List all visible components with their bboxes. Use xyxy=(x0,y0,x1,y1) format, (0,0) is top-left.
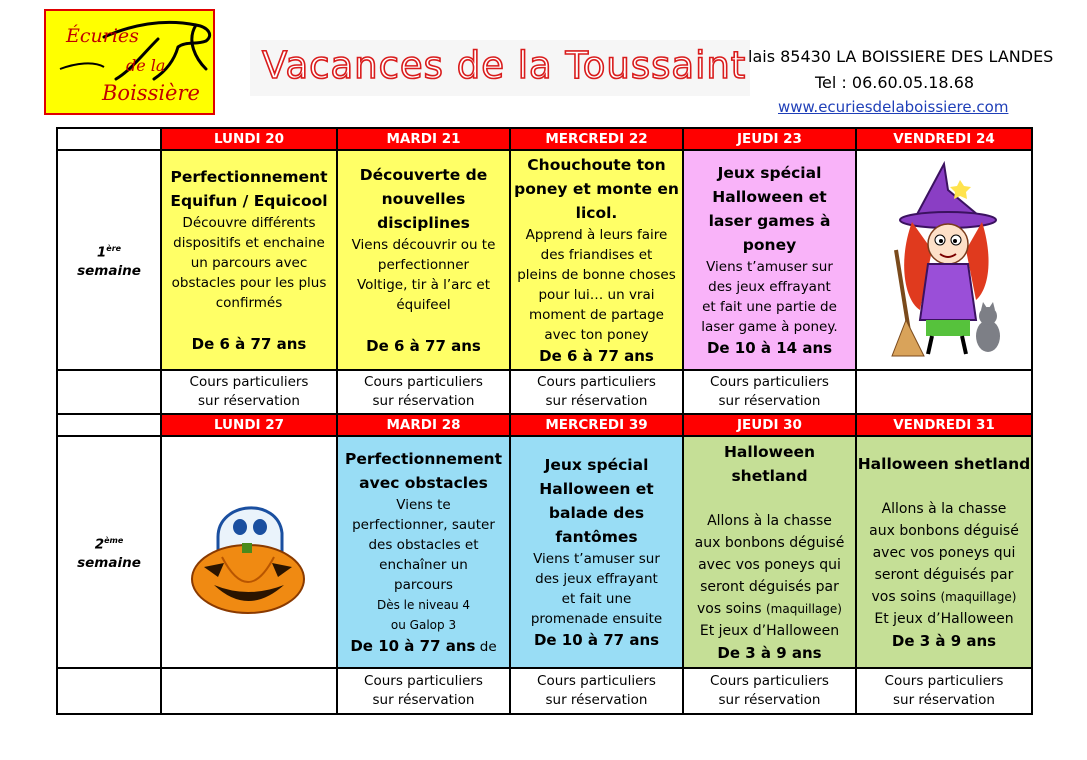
activity-title: licol. xyxy=(575,204,618,222)
activity-desc: et fait une xyxy=(561,591,632,607)
ghost-pumpkin-icon xyxy=(184,487,314,617)
logo-text-boissiere: Boissière xyxy=(102,81,200,105)
activity-desc: vos soins (maquillage) xyxy=(871,589,1017,605)
day-header: JEUDI 30 xyxy=(683,414,856,436)
activity-title: Chouchoute ton xyxy=(527,156,666,174)
activity-title: nouvelles xyxy=(381,190,466,208)
activity-title: Halloween shetland xyxy=(723,443,816,485)
activity-desc: Apprend à leurs faire xyxy=(525,227,668,243)
activity-desc: laser game à poney. xyxy=(701,319,838,335)
activity-desc: Viens découvrir ou te xyxy=(351,237,496,253)
activity-ages: De 6 à 77 ans xyxy=(191,335,307,353)
activity-level: Dès le niveau 4 xyxy=(376,598,471,612)
activity-ages: De 10 à 77 ans de xyxy=(350,637,497,655)
cours-cell: Cours particuliers sur réservation xyxy=(683,668,856,714)
activity-desc: équifeel xyxy=(396,297,451,313)
activity-desc: des obstacles et xyxy=(368,537,479,553)
activity-desc: avec vos poneys qui xyxy=(872,545,1016,561)
activity-title: fantômes xyxy=(555,528,638,546)
logo xyxy=(44,9,215,115)
activity-desc: Viens t’amuser sur xyxy=(706,259,833,275)
activity-desc: Découvre différents xyxy=(182,215,316,231)
witch-picture-cell xyxy=(856,150,1032,370)
activity-desc: aux bonbons déguisé xyxy=(694,535,845,551)
activity-desc: un parcours avec xyxy=(190,255,308,271)
activity-desc: moment de partage xyxy=(528,307,664,323)
empty-cell xyxy=(161,668,337,714)
activity-title: balade des xyxy=(548,504,645,522)
activity-title: disciplines xyxy=(377,214,470,232)
day-header: LUNDI 27 xyxy=(161,414,337,436)
activity-title: Halloween shetland xyxy=(857,455,1031,473)
week2-cours-row xyxy=(57,668,1032,714)
week-label: 1ère semaine xyxy=(57,150,161,370)
day-header: VENDREDI 31 xyxy=(856,414,1032,436)
activity-desc: confirmés xyxy=(215,295,283,311)
activity-desc: avec ton poney xyxy=(544,327,649,343)
cours-cell: Cours particuliers sur réservation xyxy=(337,370,510,414)
activity-desc: Viens t’amuser sur xyxy=(533,551,660,567)
activity-ages: De 3 à 9 ans xyxy=(891,632,997,650)
activity-desc: dispositifs et enchaine xyxy=(173,235,325,251)
day-header: LUNDI 20 xyxy=(161,128,337,150)
cours-cell: Cours particuliers sur réservation xyxy=(337,668,510,714)
activity-desc: des jeux effrayant xyxy=(535,571,658,587)
week1-cours-row xyxy=(57,370,1032,414)
logo-text-de-la: de la xyxy=(126,56,166,75)
activity-ages: De 10 à 77 ans xyxy=(533,631,660,649)
activity-desc: perfectionner xyxy=(377,257,470,273)
activity-desc: parcours xyxy=(394,577,453,593)
cours-cell: Cours particuliers sur réservation xyxy=(510,668,683,714)
activity-desc: enchaîner un xyxy=(379,557,468,573)
week1-day-header-row xyxy=(57,128,1032,150)
activity-desc: Allons à la chasse xyxy=(707,513,832,529)
day-header: JEUDI 23 xyxy=(683,128,856,150)
pumpkin-picture-cell xyxy=(161,436,337,668)
day-header: MARDI 28 xyxy=(337,414,510,436)
activity-title: Halloween et xyxy=(539,480,654,498)
activity-desc: Allons à la chasse xyxy=(881,501,1007,517)
schedule-table xyxy=(56,127,1033,715)
cours-cell: Cours particuliers sur réservation xyxy=(161,370,337,414)
header-blank-cell xyxy=(57,128,161,150)
activity-desc: vos soins (maquillage) xyxy=(697,601,842,617)
logo-text-ecuries: Écuries xyxy=(66,25,139,47)
activity-desc: seront déguisés par xyxy=(700,579,839,595)
activity-desc: pour lui… un vrai xyxy=(538,287,655,303)
empty-cell xyxy=(856,370,1032,414)
week2-activity-row xyxy=(57,436,1032,668)
header-blank-cell xyxy=(57,414,161,436)
activity-desc: Viens te xyxy=(396,497,451,513)
activity-title: Jeux spécial xyxy=(544,456,649,474)
activity-title: avec obstacles xyxy=(359,474,488,492)
witch-icon xyxy=(884,160,1004,360)
activity-desc: Et jeux d’Halloween xyxy=(699,623,840,639)
activity-desc: obstacles pour les plus xyxy=(171,275,327,291)
week2-day-header-row xyxy=(57,414,1032,436)
day-header: VENDREDI 24 xyxy=(856,128,1032,150)
activity-cell xyxy=(337,436,510,668)
activity-title: poney xyxy=(742,236,797,254)
activity-ages: De 10 à 14 ans xyxy=(706,339,833,357)
week-label: 2ème semaine xyxy=(57,436,161,668)
address: lais 85430 LA BOISSIERE DES LANDES xyxy=(748,47,1054,66)
page-title: Vacances de la Toussaint xyxy=(262,44,747,87)
empty-cell xyxy=(57,370,161,414)
cours-cell: Cours particuliers sur réservation xyxy=(683,370,856,414)
day-header: MERCREDI 22 xyxy=(510,128,683,150)
activity-cell xyxy=(337,150,510,370)
activity-desc: Et jeux d’Halloween xyxy=(874,611,1014,627)
activity-desc: avec vos poneys qui xyxy=(698,557,841,573)
activity-title: Découverte de xyxy=(359,166,488,184)
activity-title: Equifun / Equicool xyxy=(170,192,328,210)
cours-cell: Cours particuliers sur réservation xyxy=(856,668,1032,714)
activity-desc: pleins de bonne choses xyxy=(517,267,676,283)
activity-cell xyxy=(161,150,337,370)
cours-cell: Cours particuliers sur réservation xyxy=(510,370,683,414)
activity-title: laser games à xyxy=(708,212,831,230)
activity-title: Jeux spécial xyxy=(717,164,822,182)
activity-desc: des jeux effrayant xyxy=(708,279,831,295)
empty-cell xyxy=(57,668,161,714)
activity-cell xyxy=(856,436,1032,668)
activity-desc: perfectionner, sauter xyxy=(352,517,495,533)
week1-activity-row xyxy=(57,150,1032,370)
activity-title: poney et monte en xyxy=(514,180,679,198)
activity-level: ou Galop 3 xyxy=(390,618,457,632)
day-header: MERCREDI 39 xyxy=(510,414,683,436)
activity-ages: De 3 à 9 ans xyxy=(717,644,822,662)
activity-title: Perfectionnement xyxy=(170,168,328,186)
activity-title: Halloween et xyxy=(712,188,827,206)
activity-title: Perfectionnement xyxy=(344,450,503,468)
activity-cell xyxy=(510,436,683,668)
activity-cell xyxy=(510,150,683,370)
activity-cell xyxy=(683,436,856,668)
activity-ages: De 6 à 77 ans xyxy=(539,347,654,365)
activity-desc: et fait une partie de xyxy=(702,299,837,315)
activity-cell xyxy=(683,150,856,370)
title-banner xyxy=(250,40,750,96)
activity-desc: seront déguisés par xyxy=(874,567,1014,583)
phone-number: Tel : 06.60.05.18.68 xyxy=(815,73,975,92)
activity-desc: des friandises et xyxy=(540,247,653,263)
day-header: MARDI 21 xyxy=(337,128,510,150)
activity-desc: Voltige, tir à l’arc et xyxy=(356,277,491,293)
website-link[interactable]: www.ecuriesdelaboissiere.com xyxy=(778,98,1009,116)
activity-desc: promenade ensuite xyxy=(530,611,663,627)
activity-desc: aux bonbons déguisé xyxy=(869,523,1019,539)
activity-ages: De 6 à 77 ans xyxy=(366,337,481,355)
